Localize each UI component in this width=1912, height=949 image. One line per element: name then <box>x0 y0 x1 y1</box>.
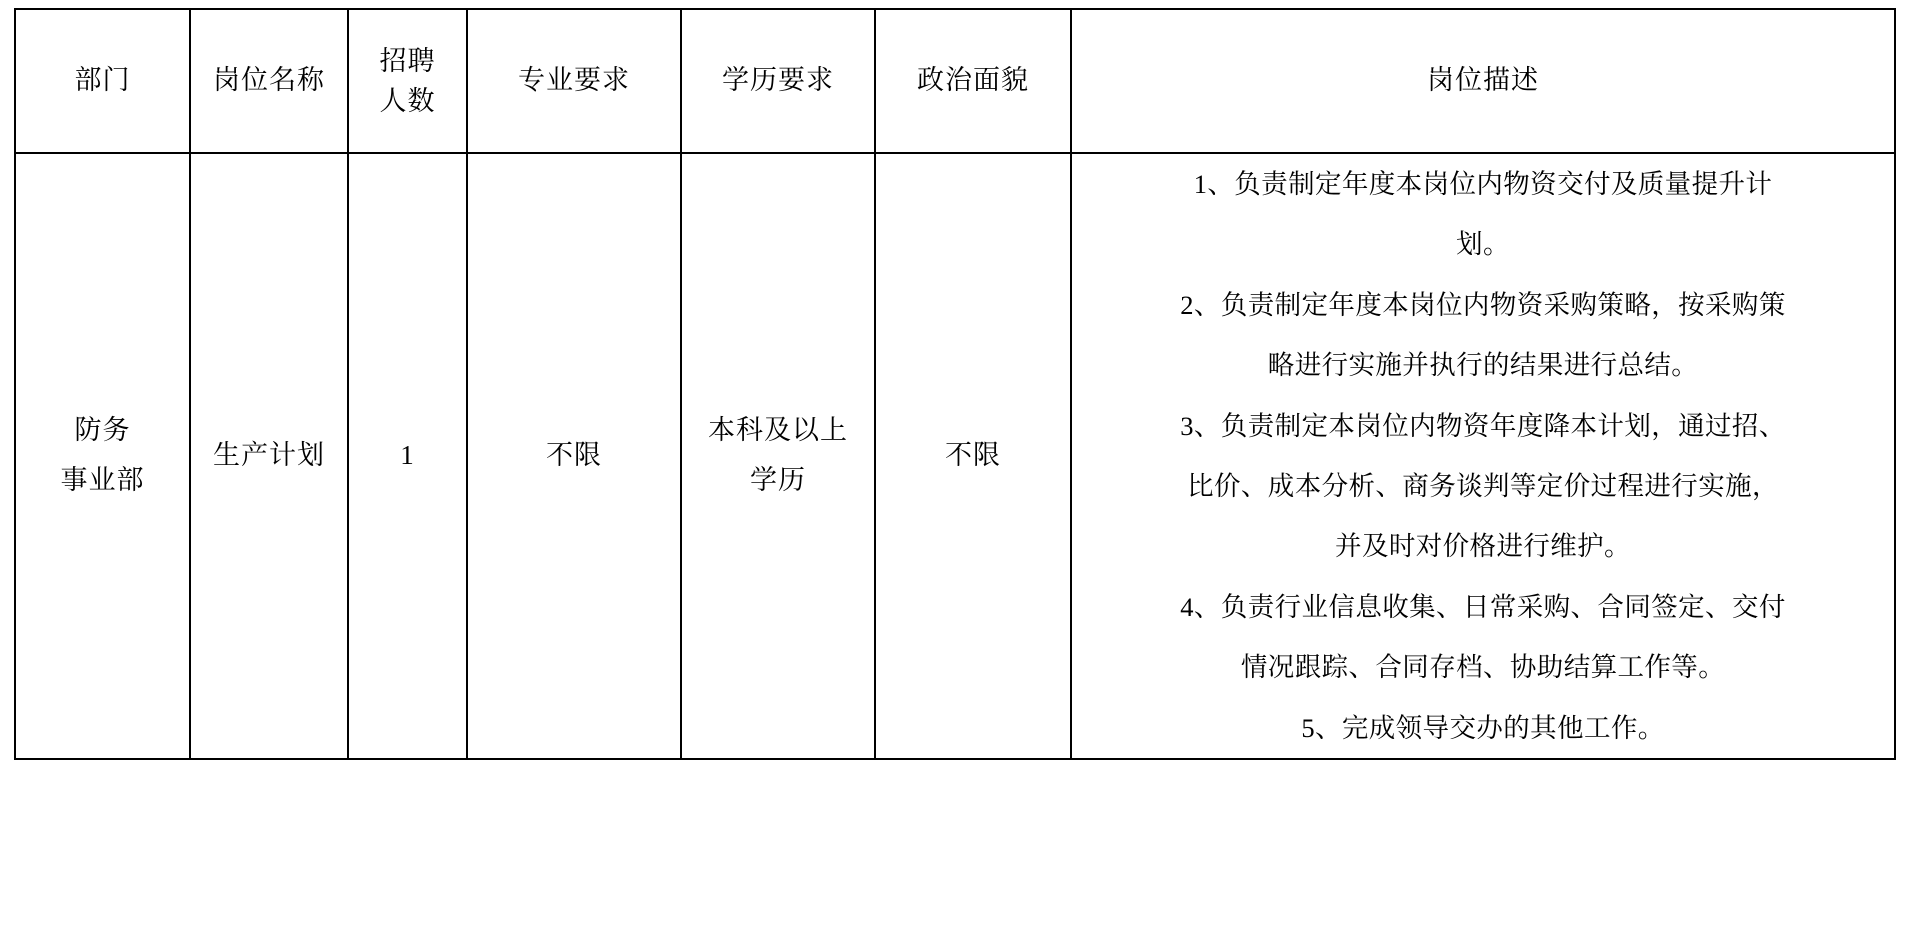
description-line: 略进行实施并执行的结果进行总结。 <box>1267 350 1699 381</box>
description-line: 并及时对价格进行维护。 <box>1335 531 1631 562</box>
table-body <box>15 153 1895 759</box>
description-line: 5、完成领导交办的其他工作。 <box>1301 712 1665 743</box>
cell-recruit-count: 1 <box>348 153 467 759</box>
header-recruit-count-line2: 人数 <box>379 86 436 116</box>
header-position-name: 岗位名称 <box>190 9 348 153</box>
description-line: 情况跟踪、合同存档、协助结算工作等。 <box>1240 652 1726 683</box>
description-line: 1、负责制定年度本岗位内物资交付及质量提升计 <box>1193 169 1773 199</box>
header-major-requirement: 专业要求 <box>467 9 681 153</box>
table-header <box>15 9 1895 153</box>
description-line: 3、负责制定本岗位内物资年度降本计划，通过招、 <box>1180 410 1786 441</box>
header-recruit-count-line1: 招聘 <box>379 45 436 76</box>
cell-education-requirement <box>681 153 875 759</box>
cell-job-description <box>1071 153 1895 759</box>
header-department: 部门 <box>15 9 190 153</box>
table-header-row <box>15 9 1895 153</box>
description-line: 比价、成本分析、商务谈判等定价过程进行实施， <box>1187 471 1779 502</box>
cell-department-line2: 事业部 <box>60 465 145 496</box>
cell-education-line2: 学历 <box>750 465 806 496</box>
description-line: 4、负责行业信息收集、日常采购、合同签定、交付 <box>1180 591 1786 622</box>
cell-political-status: 不限 <box>875 153 1071 759</box>
header-political-status: 政治面貌 <box>875 9 1071 153</box>
job-posting-table <box>14 8 1896 760</box>
header-recruit-count <box>348 9 467 153</box>
description-line: 2、负责制定年度本岗位内物资采购策略，按采购策 <box>1180 289 1786 320</box>
description-line: 划。 <box>1456 229 1510 260</box>
cell-education-line1: 本科及以上 <box>708 415 848 446</box>
cell-major-requirement: 不限 <box>467 153 681 759</box>
table-row <box>15 153 1895 759</box>
cell-department-line1: 防务 <box>74 415 131 446</box>
cell-department <box>15 153 190 759</box>
cell-position-name: 生产计划 <box>190 153 348 759</box>
header-job-description: 岗位描述 <box>1071 9 1895 153</box>
header-education-requirement: 学历要求 <box>681 9 875 153</box>
